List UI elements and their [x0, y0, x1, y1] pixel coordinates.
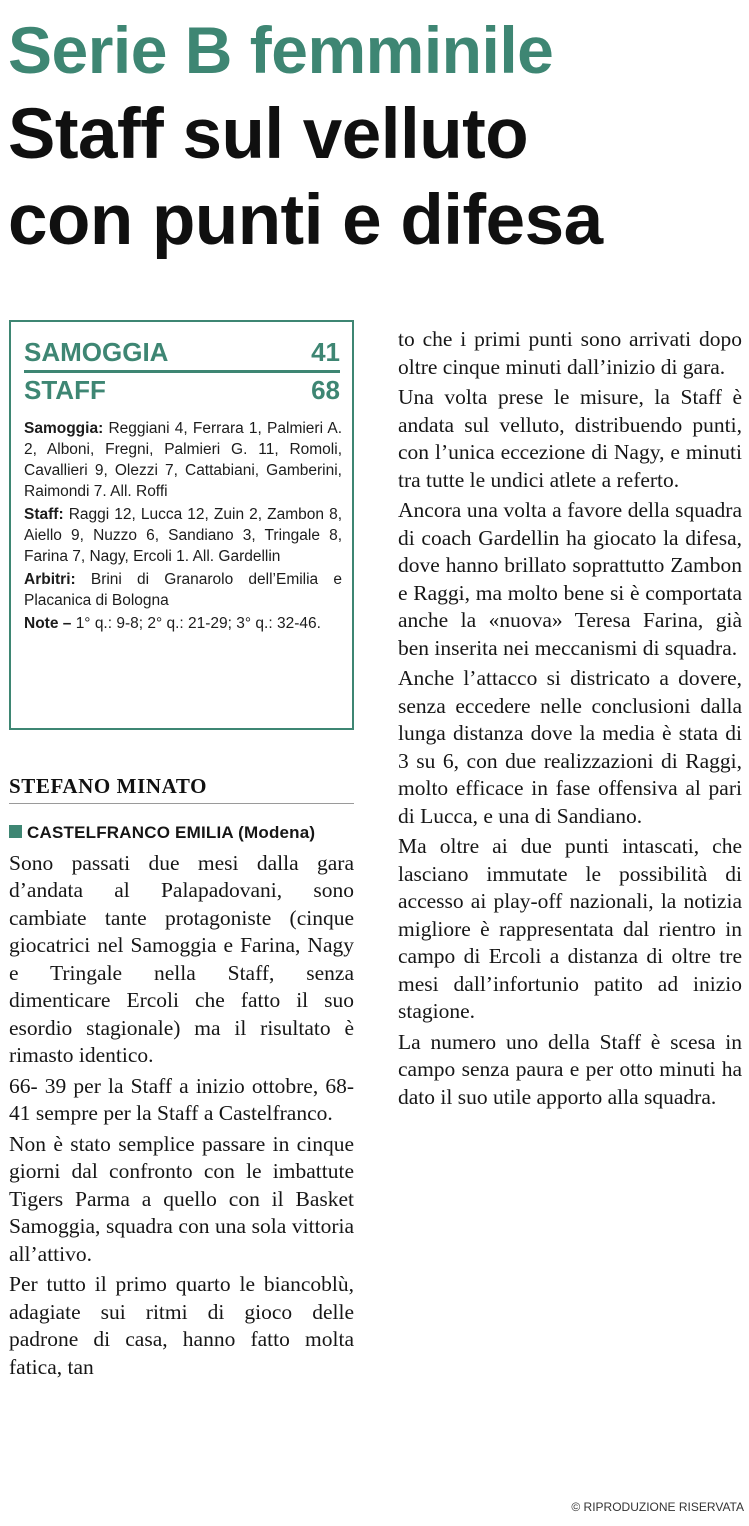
paragraph-9: Ma oltre ai due punti intascati, che lasciano immutate le possibilità di accesso ai play-off nazionali, la notizia migliore è rappresentata dal rientro in campo di Ercoli a distanza di oltre tre mesi dall’infortunio patito ad inizio stagione. [398, 834, 742, 1023]
staff-lineup [24, 504, 342, 567]
staff-label: Staff: [24, 506, 64, 523]
headline-line-1: Staff sul velluto [8, 95, 529, 174]
square-bullet-icon [9, 825, 22, 838]
paragraph-2: 66- 39 per la Staff a inizio ottobre, 68-41 sempre per la Staff a Castelfranco. [9, 1073, 354, 1125]
dateline-text: CASTELFRANCO EMILIA (Modena) [27, 823, 316, 842]
paragraph-8: Anche l’attacco si districato a dovere, senza eccedere nelle conclusioni dalla lunga distanza dove la media è stata di 3 su 6, con due realizzazioni di Raggi, molto efficace in fase offensiva al pari di Lucca, e una di Sandiano. [398, 666, 742, 828]
notes-label: Note – [24, 615, 72, 632]
paragraph-5: to che i primi punti sono arrivati dopo oltre cinque minuti dall’inizio di gara. [398, 327, 742, 379]
samoggia-label: Samoggia: [24, 420, 104, 437]
referees-names: Brini di Granarolo dell’Emilia e Placanica di Bologna [24, 571, 342, 609]
headline [8, 92, 603, 264]
article-column-1 [9, 819, 354, 1384]
paragraph-4: Per tutto il primo quarto le biancoblù, adagiate sui ritmi di gioco delle padrone di casa, hanno fatto molta fatica, tan [9, 1272, 354, 1379]
samoggia-lineup [24, 418, 342, 502]
paragraph-1: Sono passati due mesi dalla gara d’andata al Palapadovani, sono cambiate tante protagoniste (cinque giocatrici nel Samoggia e Farina, Nagy e Tringale nella Staff, senza dimenticare Ercoli che fatto il suo esordio stagionale) ma il risultato è rimasto identico. [9, 850, 354, 1067]
box-details [24, 418, 342, 636]
byline: STEFANO MINATO [9, 774, 208, 798]
score-row-away [24, 374, 340, 406]
away-team-score: 68 [311, 375, 340, 405]
score-row-home [24, 336, 340, 368]
paragraph-10: La numero uno della Staff è scesa in campo senza paura e per otto minuti ha dato il suo utile apporto alla squadra. [398, 1029, 742, 1109]
scorebox [9, 320, 354, 730]
away-team-name: STAFF [24, 375, 106, 405]
dateline [9, 819, 354, 847]
quarter-notes [24, 613, 342, 634]
staff-players: Raggi 12, Lucca 12, Zuin 2, Zambon 8, Aiello 9, Nuzzo 6, Sandiano 3, Tringale 8, Farina 7, Nagy, Ercoli 1. All. Gardellin [24, 506, 342, 565]
notes-text: 1° q.: 9-8; 2° q.: 21-29; 3° q.: 32-46. [75, 615, 321, 632]
referees-label: Arbitri: [24, 571, 76, 588]
paragraph-7: Ancora una volta a favore della squadra di coach Gardellin ha giocato la difesa, dove hanno brillato soprattutto Zambon e Raggi, ma molto bene si è comportata anche la «nuova» Teresa Farina, già ben inserita nei meccanismi di squadra. [398, 498, 742, 660]
home-team-name: SAMOGGIA [24, 337, 169, 367]
byline-divider [9, 803, 354, 804]
kicker: Serie B femminile [8, 13, 554, 87]
paragraph-3: Non è stato semplice passare in cinque giorni dal confronto con le imbattute Tigers Parma a quello con il Basket Samoggia, squadra con una sola vittoria all’attivo. [9, 1131, 354, 1266]
paragraph-6: Una volta prese le misure, la Staff è andata sul velluto, distribuendo punti, con l’unica eccezione di Nagy, e minuti tra tutte le undici atlete a referto. [398, 385, 742, 492]
samoggia-players: Reggiani 4, Ferrara 1, Palmieri A. 2, Alboni, Fregni, Palmieri G. 11, Romoli, Cavallieri 9, Olezzi 7, Cattabiani, Gamberini, Raimondi 7. All. Roffi [24, 420, 343, 500]
copyright-notice: © RIPRODUZIONE RISERVATA [571, 1500, 744, 1514]
article-column-2 [398, 326, 742, 1114]
headline-line-2: con punti e difesa [8, 181, 603, 260]
score-divider [24, 370, 340, 373]
referees [24, 569, 342, 611]
home-team-score: 41 [311, 337, 340, 367]
